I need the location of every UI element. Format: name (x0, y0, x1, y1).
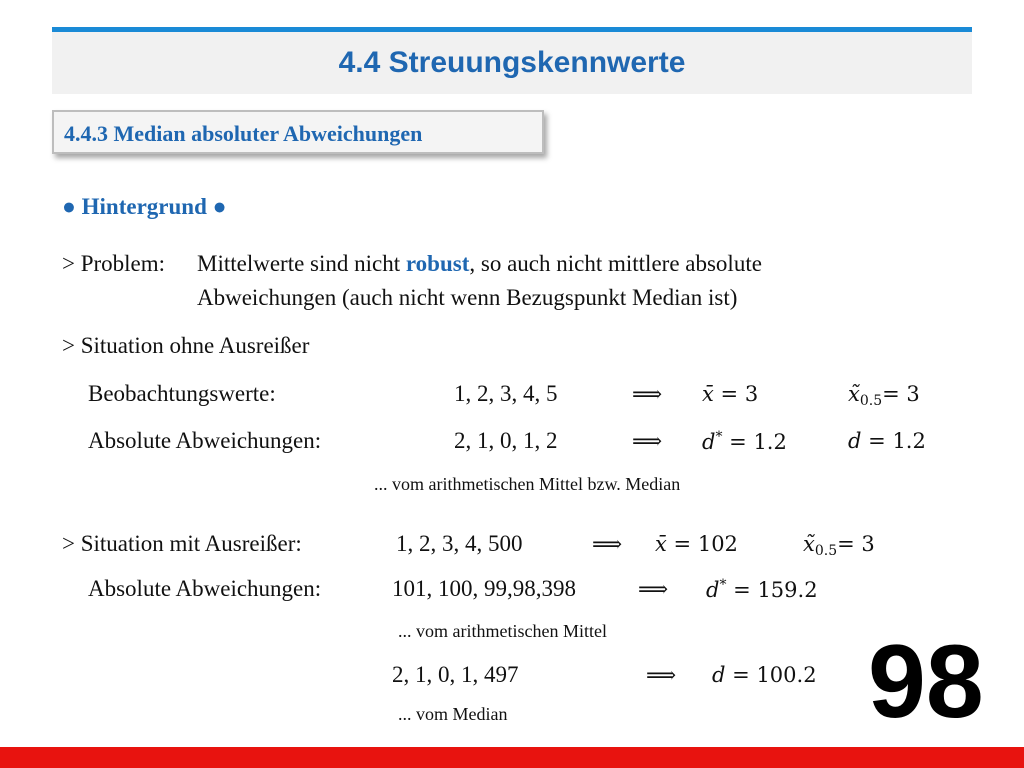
implies-symbol: ⟹ (592, 532, 623, 556)
section-title: 4.4 Streuungskennwerte (338, 46, 686, 79)
with-outlier-heading: > Situation mit Ausreißer: (62, 531, 302, 556)
abs-deviation-values: 2, 1, 0, 1, 2 (454, 428, 558, 453)
robust-keyword: robust (405, 251, 470, 276)
note-mean-median: ... vom arithmetischen Mittel bzw. Median (374, 474, 681, 494)
implies-symbol: ⟹ (646, 663, 677, 687)
d-value: 1.2 (892, 429, 926, 453)
outlier-d-star-formula: d* = 159.2 (706, 577, 818, 602)
implies-symbol: ⟹ (638, 577, 669, 601)
without-outlier-heading: > Situation ohne Ausreißer (62, 333, 310, 358)
problem-prefix: > Problem: (62, 251, 166, 276)
outlier-median-formula: $x̃_{0.5}= 3$ (803, 532, 875, 559)
mean-formula: x̄ = 3 (702, 382, 759, 406)
implies-symbol: ⟹ (632, 429, 663, 453)
problem-line-2: Abweichungen (auch nicht wenn Bezugspunkt Median ist) (197, 285, 738, 310)
outlier-mean-value: 102 (697, 532, 738, 556)
outlier-median-value: 3 (861, 532, 875, 556)
mean-value: 3 (744, 382, 759, 406)
median-formula: $x̃_{0.5}= 3$ (848, 382, 920, 409)
d-formula: d = 1.2 (848, 429, 926, 453)
problem-text-b: , so auch nicht mittlere absolute (469, 251, 762, 276)
outlier-d-star-value: 159.2 (757, 578, 818, 602)
note-median: ... vom Median (398, 704, 508, 724)
median-value: 3 (906, 382, 920, 406)
background-heading: ● Hintergrund ● (62, 194, 227, 219)
outlier-abs-values-median: 2, 1, 0, 1, 497 (392, 662, 519, 687)
page-number: 98 (868, 624, 984, 740)
abs-deviation-label: Absolute Abweichungen: (88, 428, 322, 453)
footer-bar (0, 747, 1024, 768)
d-star-formula: d* = 1.2 (702, 429, 787, 454)
outlier-d-value: 100.2 (756, 663, 817, 687)
problem-text-a: Mittelwerte sind nicht (197, 251, 401, 276)
note-mean: ... vom arithmetischen Mittel (398, 621, 607, 641)
outlier-abs-label: Absolute Abweichungen: (88, 576, 322, 601)
subsection-box (52, 110, 544, 154)
observation-values: 1, 2, 3, 4, 5 (454, 381, 558, 406)
problem-line-1 (197, 251, 762, 277)
section-header (52, 27, 972, 94)
outlier-observation-values: 1, 2, 3, 4, 500 (396, 531, 523, 556)
outlier-abs-values-mean: 101, 100, 99,98,398 (392, 576, 576, 601)
subsection-title: 4.4.3 Median absoluter Abweichungen (64, 121, 423, 146)
observation-label: Beobachtungswerte: (88, 381, 276, 406)
outlier-mean-formula: x̄ = 102 (655, 532, 738, 556)
d-star-value: 1.2 (753, 430, 787, 454)
outlier-d-formula: d = 100.2 (712, 663, 817, 687)
implies-symbol: ⟹ (632, 382, 663, 406)
